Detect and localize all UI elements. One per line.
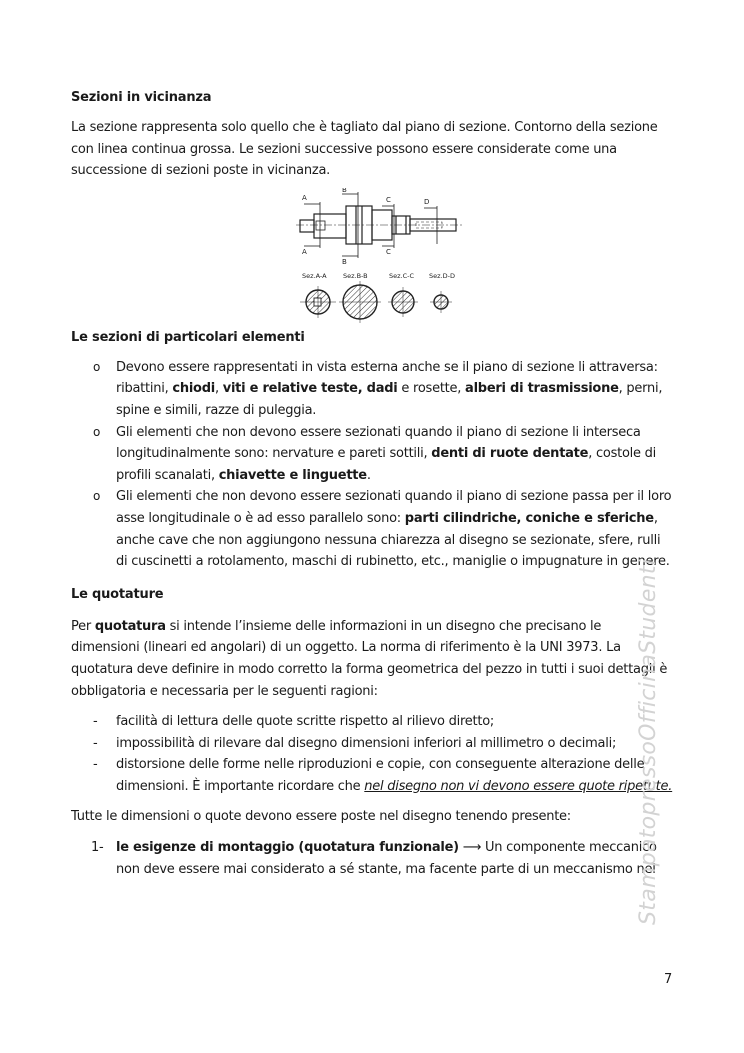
emphasis-text: nel disegno non vi devono essere quote ripetute. xyxy=(364,778,673,794)
section-label-d: D xyxy=(424,197,430,206)
list-item: - distorsione delle forme nelle riproduzioni e copie, con conseguente alterazione delle dimensioni. È importante ricordare che nel disegno non vi devono essere quote ripetute. xyxy=(93,757,673,794)
page-number: 7 xyxy=(664,972,673,987)
svg-text:B: B xyxy=(342,257,347,266)
dimensions-paragraph: Tutte le dimensioni o quote devono essere poste nel disegno tenendo presente: xyxy=(71,809,571,825)
particular-elements-list xyxy=(71,357,673,573)
list-item: o Gli elementi che non devono essere sezionati quando il piano di sezione li interseca longitudinalmente sono: nervature e pareti sottili, denti di ruote dentate, costole di profili scanalati, chiavette e linguette. xyxy=(71,422,673,487)
reasons-list xyxy=(71,711,673,797)
section-heading-sezioni-in-vicinanza: Sezioni in vicinanza xyxy=(71,90,212,105)
page-content xyxy=(71,87,673,880)
requirements-list xyxy=(71,837,673,880)
bullet-marker: o xyxy=(93,424,101,439)
caption-sez-a: Sez.A-A xyxy=(302,271,327,280)
svg-text:A: A xyxy=(302,247,307,256)
shaft-sections-figure xyxy=(296,188,466,323)
section-label-c: C xyxy=(386,195,391,204)
svg-text:C: C xyxy=(386,247,391,256)
watermark: StampatopressoOfficinaStudenti xyxy=(636,558,661,925)
section-label-b: B xyxy=(342,187,347,194)
section-paragraph: La sezione rappresenta solo quello che è tagliato dal piano di sezione. Contorno della sezione con linea continua grossa. Le sezioni successive possono essere considerate come una successione di sezioni poste in vicinanza. xyxy=(71,120,658,179)
caption-sez-d: Sez.D-D xyxy=(429,271,455,280)
list-item: o Gli elementi che non devono essere sezionati quando il piano di sezione passa per il loro asse longitudinale o è ad esso parallelo sono: parti cilindriche, coniche e sferiche, anche cave che non aggiungono nessuna chiarezza al disegno se sezionate, sfere, rulli di cuscinetti a rotolamento, maschi di rubinetto, etc., maniglie o impugnature in genere. xyxy=(71,486,673,572)
caption-sez-c: Sez.C-C xyxy=(389,271,415,280)
section-heading-sezioni-particolari: Le sezioni di particolari elementi xyxy=(71,329,305,345)
list-item: o Devono essere rappresentati in vista esterna anche se il piano di sezione li attraversa: ribattini, chiodi, viti e relative teste, dadi e rosette, alberi di trasmissione, perni, spine e simili, razze di puleggia. xyxy=(71,357,673,422)
section-label-a: A xyxy=(302,193,307,202)
caption-sez-b: Sez.B-B xyxy=(343,271,368,280)
list-item: 1- le esigenze di montaggio (quotatura funzionale) ⟶ Un componente meccanico non deve essere mai considerato a sé stante, ma facente parte di un meccanismo nel xyxy=(91,840,657,877)
list-item: - facilità di lettura delle quote scritte rispetto al rilievo diretto; xyxy=(93,714,495,730)
bullet-marker: o xyxy=(93,489,101,504)
bullet-marker: o xyxy=(93,359,101,374)
list-item: - impossibilità di rilevare dal disegno dimensioni inferiori al millimetro o decimali; xyxy=(93,735,617,751)
section-heading-quotature: Le quotature xyxy=(71,586,164,602)
quotatura-intro: Per quotatura si intende l’insieme delle informazioni in un disegno che precisano le dimensioni (lineari ed angolari) di un oggetto. La norma di riferimento è la UNI 3973. La quotatura deve definire in modo corretto la forma geometrica del pezzo in tutti i suoi dettagli è obbligatoria e necessaria per le seguenti ragioni: xyxy=(71,618,668,699)
